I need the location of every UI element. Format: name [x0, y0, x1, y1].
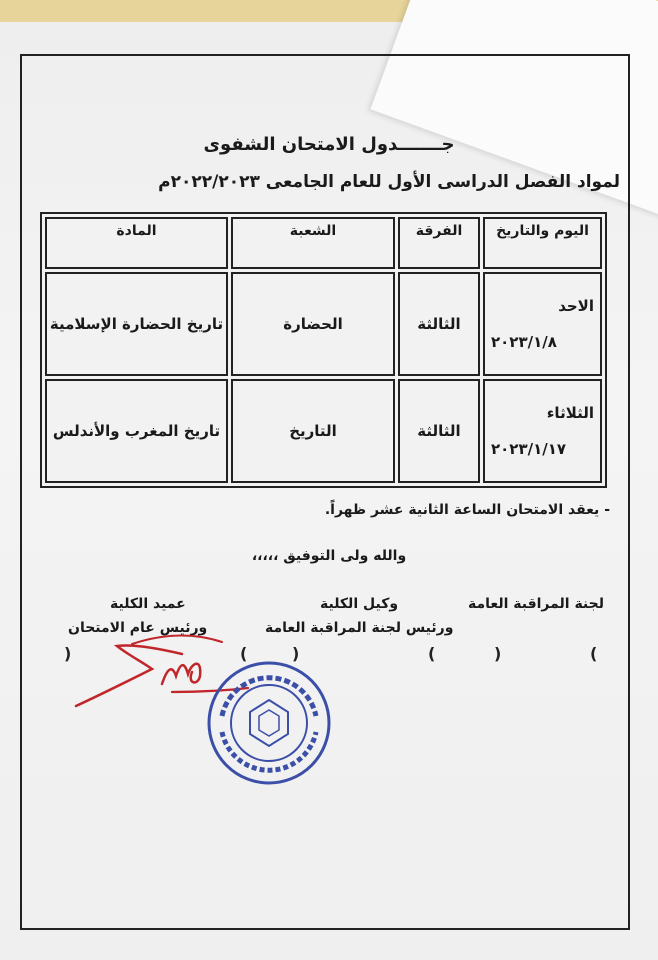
signature-vice-dean: وكيل الكلية	[320, 596, 399, 612]
signature-bracket: )	[64, 644, 72, 663]
day-date-cell	[483, 379, 602, 483]
signature-bracket: (	[428, 644, 436, 663]
signature-bracket: (	[590, 644, 598, 663]
document-title: جـــــــدول الامتحان الشفوى	[203, 134, 455, 155]
day-date-cell	[483, 272, 602, 376]
signature-dean: عميد الكلية	[110, 596, 186, 612]
signature-bracket: )	[292, 644, 300, 663]
level-cell: الثالثة	[398, 272, 480, 376]
signature-bracket: (	[240, 644, 248, 663]
table-row	[45, 379, 602, 483]
exam-date: ٢٠٢٣/١/١٧	[491, 440, 567, 458]
header-subject: المادة	[45, 217, 228, 269]
signature-vice-dean-role: ورئيس لجنة المراقبة العامة	[265, 620, 454, 636]
university-stamp	[204, 658, 334, 788]
closing-line: والله ولى التوفيق ،،،،،	[251, 548, 407, 564]
day-name: الثلاثاء	[546, 404, 594, 422]
document-subtitle: لمواد الفصل الدراسى الأول للعام الجامعى ٢٠٢٢/٢٠٢٣م	[158, 172, 620, 192]
table-header-row	[45, 217, 602, 269]
day-name: الاحد	[558, 297, 594, 315]
signature-bracket: )	[494, 644, 502, 663]
exam-time-note: - يعقد الامتحان الساعة الثانية عشر ظهراً.	[324, 502, 610, 518]
division-cell: الحضارة	[231, 272, 395, 376]
exam-date: ٢٠٢٣/١/٨	[491, 333, 557, 351]
subject-cell: تاريخ الحضارة الإسلامية	[45, 272, 228, 376]
exam-schedule-table	[40, 212, 607, 488]
signature-dean-role: ورئيس عام الامتحان	[68, 620, 208, 636]
signature-committee: لجنة المراقبة العامة	[468, 596, 604, 612]
level-cell: الثالثة	[398, 379, 480, 483]
header-division: الشعبة	[231, 217, 395, 269]
header-level: الفرقة	[398, 217, 480, 269]
subject-cell: تاريخ المغرب والأندلس	[45, 379, 228, 483]
table-row	[45, 272, 602, 376]
division-cell: التاريخ	[231, 379, 395, 483]
header-day-date: اليوم والتاريخ	[483, 217, 602, 269]
